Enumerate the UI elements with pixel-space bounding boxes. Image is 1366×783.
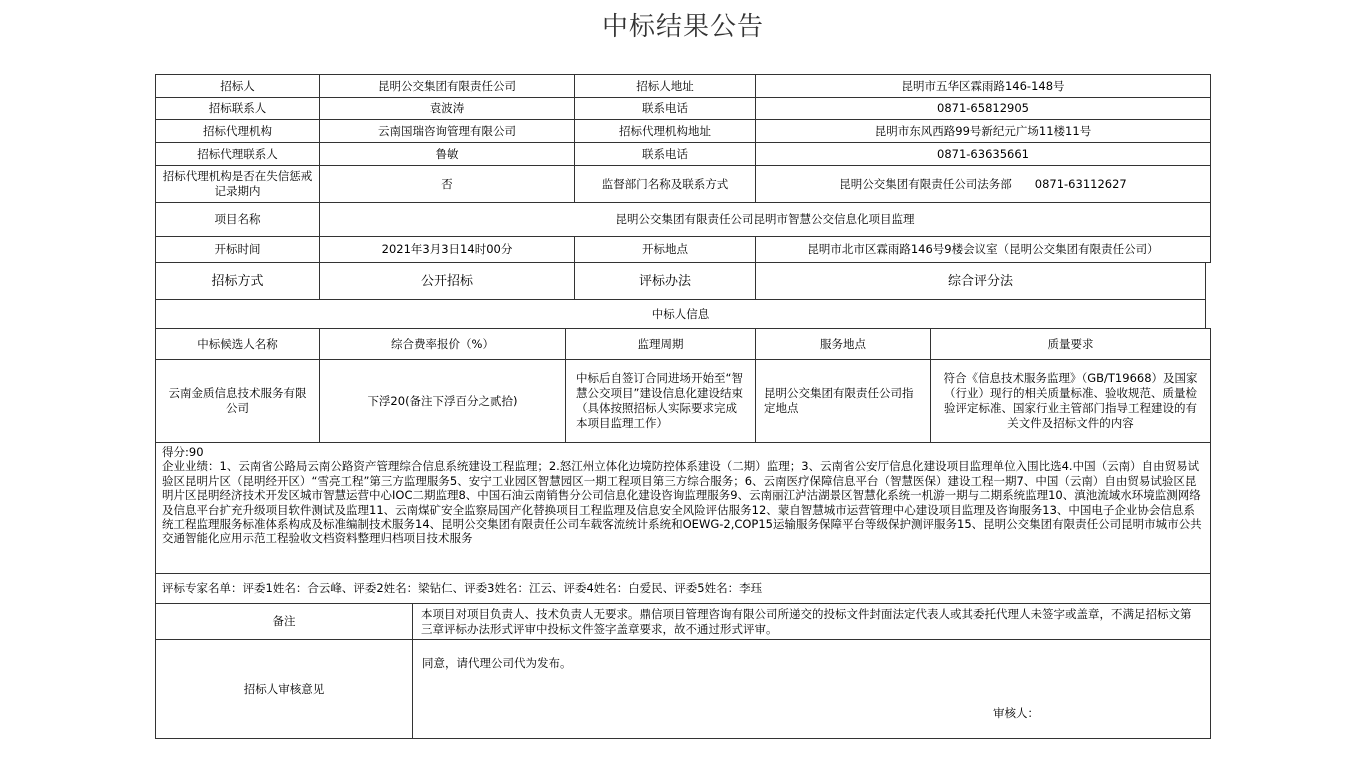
reviewer-label: 审核人： <box>993 706 1039 720</box>
dishonest-label: 招标代理机构是否在失信惩戒记录期内 <box>155 165 320 203</box>
winner-header-location: 服务地点 <box>755 328 931 360</box>
agency-phone-value: 0871-63635661 <box>755 142 1211 166</box>
open-place-label: 开标地点 <box>574 236 756 263</box>
eval-method-value: 综合评分法 <box>755 262 1206 300</box>
contact-label: 招标联系人 <box>155 97 320 120</box>
supervisor-label: 监督部门名称及联系方式 <box>574 165 756 203</box>
winner-rate: 下浮20(备注下浮百分之贰拾) <box>319 359 566 443</box>
open-time-value: 2021年3月3日14时00分 <box>319 236 575 263</box>
winner-header-rate: 综合费率报价（%） <box>319 328 566 360</box>
score-text: 得分:90 <box>162 445 204 459</box>
agency-contact-value: 鲁敏 <box>319 142 575 166</box>
agency-phone-label: 联系电话 <box>574 142 756 166</box>
open-time-label: 开标时间 <box>155 236 320 263</box>
agency-label: 招标代理机构 <box>155 119 320 143</box>
winner-name: 云南金质信息技术服务有限公司 <box>155 359 320 443</box>
experts-text: 评标专家名单：评委1姓名：合云峰、评委2姓名：梁钻仁、评委3姓名：江云、评委4姓名：白爱民、评委5姓名：李珏 <box>162 581 763 596</box>
experts-block <box>155 573 1211 604</box>
winner-header-period: 监理周期 <box>565 328 756 360</box>
phone-value: 0871-65812905 <box>755 97 1211 120</box>
winner-header-name: 中标候选人名称 <box>155 328 320 360</box>
agency-address-label: 招标代理机构地址 <box>574 119 756 143</box>
phone-label: 联系电话 <box>574 97 756 120</box>
supervisor-value: 昆明公交集团有限责任公司法务部 0871-63112627 <box>755 165 1211 203</box>
contact-value: 袁波涛 <box>319 97 575 120</box>
tenderer-label: 招标人 <box>155 74 320 98</box>
winner-location: 昆明公交集团有限责任公司指定地点 <box>755 359 931 443</box>
project-label: 项目名称 <box>155 202 320 237</box>
agency-address-value: 昆明市东风西路99号新纪元广场11楼11号 <box>755 119 1211 143</box>
tenderer-address-label: 招标人地址 <box>574 74 756 98</box>
winner-quality: 符合《信息技术服务监理》（GB/T19668）及国家（行业）现行的相关质量标准、验收规范、质量检验评定标准、国家行业主管部门指导工程建设的有关文件及招标文件的内容 <box>930 359 1211 443</box>
remark-value: 本项目对项目负责人、技术负责人无要求。鼎信项目管理咨询有限公司所递交的投标文件封面法定代表人或其委托代理人未签字或盖章，不满足招标文第三章评标办法形式评审中投标文件签字盖章要求，故不通过形式评审。 <box>412 603 1211 640</box>
review-value: 同意，请代理公司代为发布。 <box>422 656 572 670</box>
agency-value: 云南国瑞咨询管理有限公司 <box>319 119 575 143</box>
open-place-value: 昆明市北市区霖雨路146号9楼会议室（昆明公交集团有限责任公司） <box>755 236 1211 263</box>
review-box <box>412 639 1211 739</box>
eval-method-label: 评标办法 <box>574 262 756 300</box>
tenderer-address-value: 昆明市五华区霖雨路146-148号 <box>755 74 1211 98</box>
tenderer-value: 昆明公交集团有限责任公司 <box>319 74 575 98</box>
review-label: 招标人审核意见 <box>155 639 413 739</box>
score-performance-block <box>155 442 1211 574</box>
dishonest-value: 否 <box>319 165 575 203</box>
winner-section-title: 中标人信息 <box>155 299 1206 329</box>
method-label: 招标方式 <box>155 262 320 300</box>
agency-contact-label: 招标代理联系人 <box>155 142 320 166</box>
method-value: 公开招标 <box>319 262 575 300</box>
project-value: 昆明公交集团有限责任公司昆明市智慧公交信息化项目监理 <box>319 202 1211 237</box>
remark-label: 备注 <box>155 603 413 640</box>
performance-text: 企业业绩：1、云南省公路局云南公路资产管理综合信息系统建设工程监理；2.怒江州立体化边境防控体系建设（二期）监理；3、云南省公安厅信息化建设项目监理单位入围比选4.中国（云南）自由贸易试验区昆明片区（昆明经开区）“雪亮工程”第三方监理服务5、安宁工业园区智慧园区一期工程项目第三方综合服务；6、云南医疗保障信息平台（智慧医保）建设工程一期7、中国（云南）自由贸易试验区昆明片区昆明经济技术开发区城市智慧运营中心IOC二期监理8、中国石油云南销售分公司信息化建设咨询监理服务9、云南丽江泸沽湖景区智慧化系统一机游一期与二期系统监理10、滇池流域水环境监测网络及信息平台扩充升级项目软件测试及监理11、云南煤矿安全监察局国产化替换项目工程监理及信息安全风险评估服务12、蒙自智慧城市运营管理中心建设项目监理及咨询服务13、中国电子企业协会信息系统工程监理服务标准体系构成及标准编制技术服务14、昆明公交集团有限责任公司车载客流统计系统和OEWG-2,COP15运输服务保障平台等级保护测评服务15、昆明公交集团有限责任公司昆明市城市公共交通智能化应用示范工程验收文档资料整理归档项目技术服务 <box>162 459 1202 546</box>
winner-period: 中标后自签订合同进场开始至“智慧公交项目”建设信息化建设结束（具体按照招标人实际要求完成本项目监理工作） <box>565 359 756 443</box>
winner-header-quality: 质量要求 <box>930 328 1211 360</box>
page-title: 中标结果公告 <box>601 12 764 42</box>
